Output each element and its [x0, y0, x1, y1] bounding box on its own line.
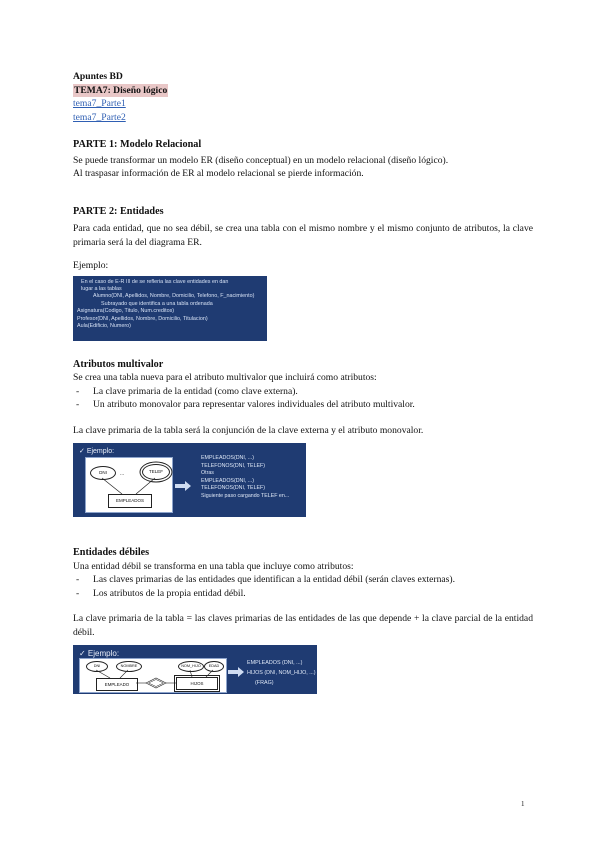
slide-line: Alumno(DNI, Apellidos, Nombre, Domicilio, Telefono, F_nacimiento) — [93, 293, 255, 300]
weak-list — [73, 573, 533, 600]
multivalued-heading: Atributos multivalor — [73, 358, 164, 370]
part2-heading: PARTE 2: Entidades — [73, 205, 164, 217]
entities-example-slide — [73, 276, 267, 341]
list-item: - La clave primaria de la entidad (como clave externa). — [73, 385, 533, 399]
part2-text: Para cada entidad, que no sea débil, se crea una tabla con el mismo nombre y el mismo conjunto de atributos, la clave primaria será la del diagrama ER. — [73, 223, 533, 248]
er-diagram — [79, 658, 227, 693]
slide-header: ✓ Ejemplo: — [79, 649, 120, 658]
multivalued-list — [73, 385, 533, 412]
multivalued-conclusion: La clave primaria de la tabla será la conjunción de la clave externa y el atributo monovalor. — [73, 424, 424, 436]
slide-line: Subrayado que identifica a una tabla ordenada — [101, 300, 213, 307]
weak-conclusion: La clave primaria de la tabla = las claves primarias de las entidades de las que depende + la clave parcial de la entidad débil. — [73, 613, 533, 638]
arrow-right-icon — [228, 667, 244, 677]
slide-line: En el caso de E-R III de se refleria las clave entidades en dan — [81, 278, 229, 285]
entity-box: EMPLEADO — [96, 678, 138, 691]
slide-line: Asignatura(Codigo, Titulo, Num.creditos) — [77, 308, 175, 315]
page-number: 1 — [521, 800, 525, 808]
link-parte1[interactable]: tema7_Parte1 — [73, 98, 126, 109]
er-diagram — [85, 457, 173, 513]
relational-lines: EMPLEADOS(DNI, ...) TELEFONOS(DNI, TELEF) Otras EMPLEADOS(DNI, ...) TELEFONOS(DNI, TELEF) Siguiente paso cargando TELEF en... — [201, 455, 290, 499]
multivalued-intro: Se crea una tabla nueva para el atributo multivalor que incluirá como atributos: — [73, 372, 377, 383]
slide-line: lugar a las tablas — [81, 285, 122, 292]
attr-oval: EDAD — [204, 661, 224, 672]
slide-line: Aula(Edificio, Numero) — [77, 322, 131, 329]
topic-title: TEMA7: Diseño lógico — [74, 84, 168, 96]
entity-box: EMPLEADOS — [108, 494, 152, 508]
list-item: - Un atributo monovalor para representar valores individuales del atributo multivalor. — [73, 398, 533, 412]
part1-line-2: Al traspasar información de ER al modelo relacional se pierde información. — [73, 168, 364, 179]
weak-heading: Entidades débiles — [73, 547, 150, 558]
attr-oval: DNI — [86, 661, 108, 672]
er-connectors — [86, 458, 172, 512]
list-item: - Las claves primarias de las entidades que identifican a la entidad débil (serán claves externas). — [73, 573, 533, 587]
arrow-right-icon — [175, 481, 191, 491]
weak-intro: Una entidad débil se transforma en una tabla que incluye como atributos: — [73, 560, 354, 572]
multivalued-example-slide — [73, 443, 306, 517]
slide-line: Profesor(DNI, Apellidos, Nombre, Domicilio, Titulacion) — [77, 315, 208, 322]
er-connectors — [80, 659, 226, 692]
list-item: - Los atributos de la propia entidad débil. — [73, 587, 533, 601]
multivalued-attr-oval: TELEF — [142, 464, 170, 480]
example-label: Ejemplo: — [73, 260, 109, 271]
part1-line-1: Se puede transformar un modelo ER (diseño conceptual) en un modelo relacional (diseño lógico). — [73, 154, 449, 166]
attr-oval: DNI — [90, 466, 116, 480]
attr-oval: NOM_HIJO — [178, 661, 204, 672]
link-parte2[interactable]: tema7_Parte2 — [73, 111, 126, 123]
part1-heading: PARTE 1: Modelo Relacional — [73, 139, 202, 150]
relational-lines: EMPLEADOS (DNI, ...) HIJOS (DNI, NOM_HIJO, ...) (FRAG) — [247, 660, 316, 686]
weak-example-slide — [73, 645, 317, 694]
slide-header: ✓ Ejemplo: — [79, 448, 115, 455]
weak-entity-box: HIJOS — [176, 677, 218, 690]
attr-oval: NOMBRE — [116, 661, 142, 672]
course-title: Apuntes BD — [73, 71, 123, 82]
document-page — [73, 70, 533, 694]
attr-ellipsis: ... — [120, 471, 125, 477]
